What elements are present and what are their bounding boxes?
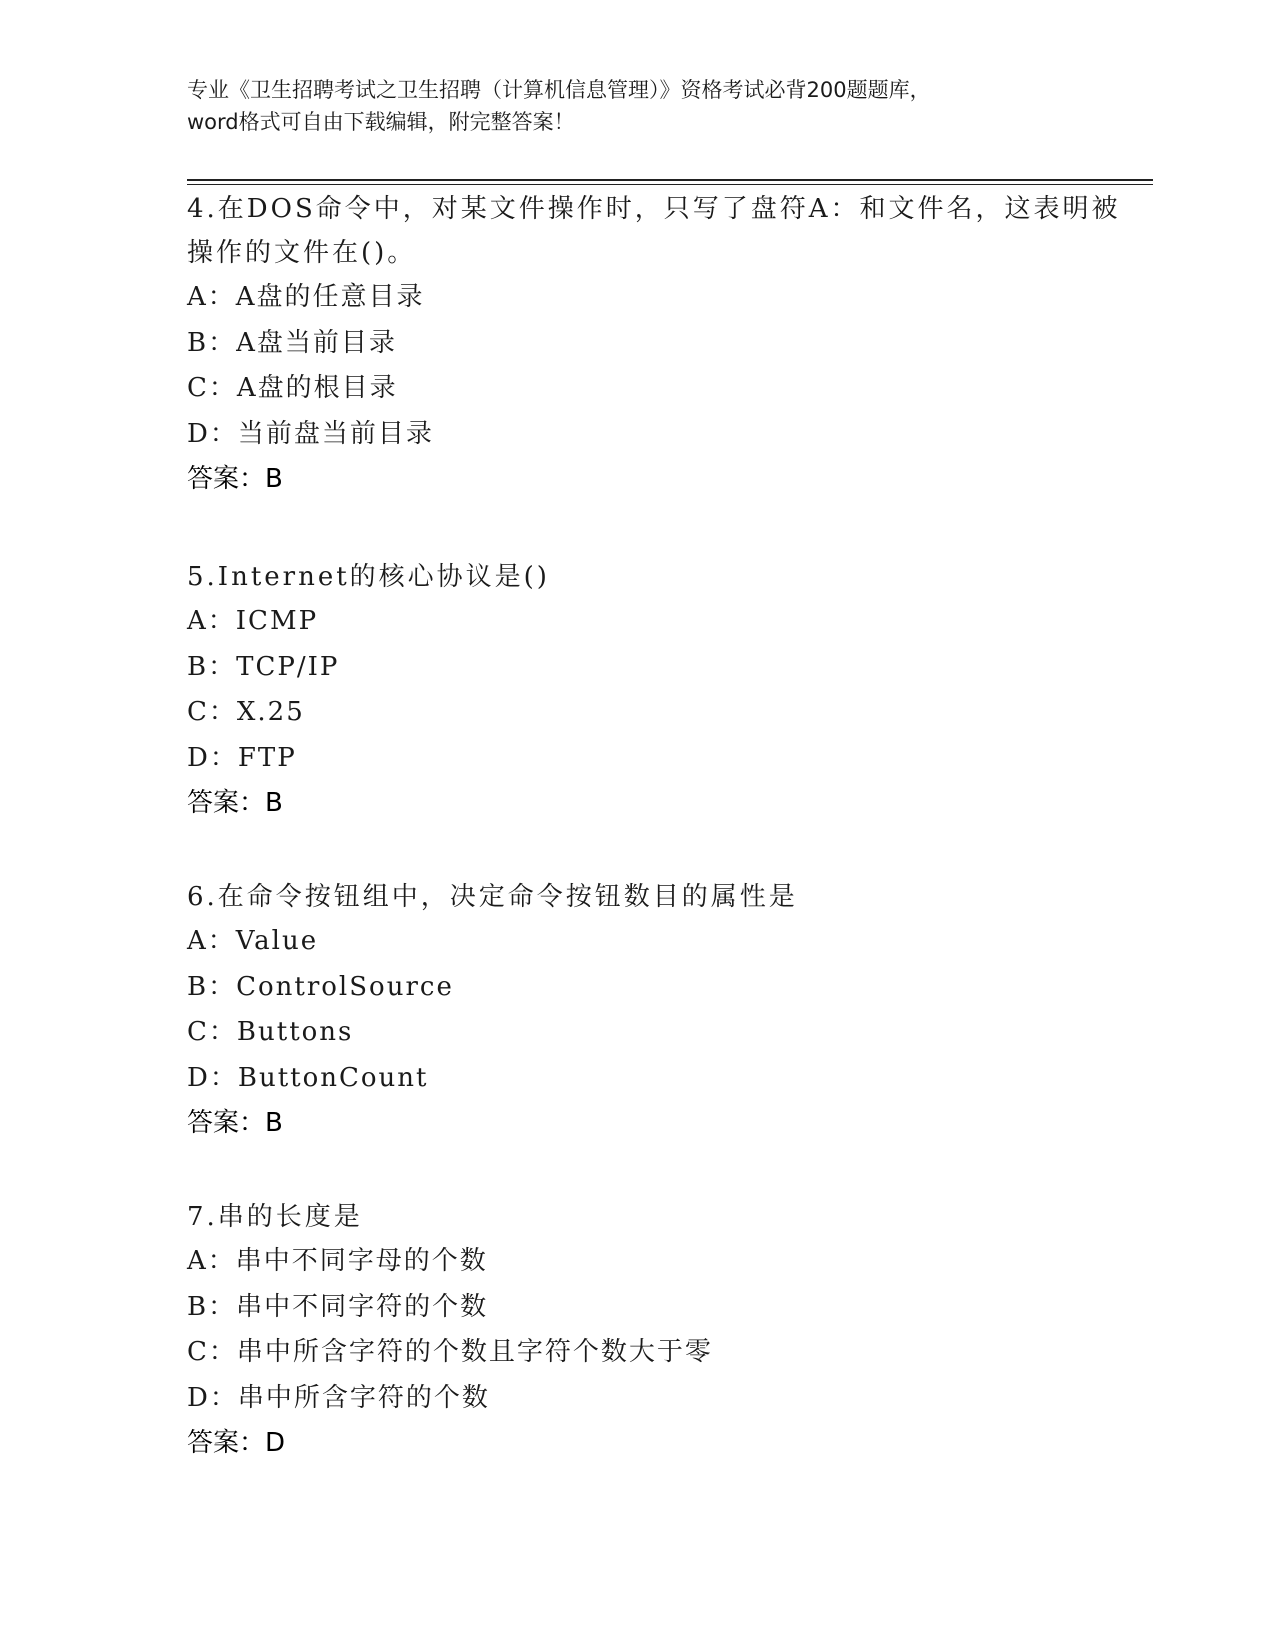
header-divider-thin — [187, 184, 1153, 185]
question-item — [187, 875, 1147, 1146]
option-d: D：FTP — [187, 742, 297, 773]
option-d: D：串中所含字符的个数 — [187, 1382, 490, 1413]
question-text: 4.在DOS命令中，对某文件操作时，只写了盘符A：和文件名，这表明被操作的文件在()。 — [187, 194, 1121, 268]
option-c: C：Buttons — [187, 1017, 354, 1047]
question-text: 7.串的长度是 — [187, 1202, 363, 1232]
header-divider-thick — [187, 179, 1153, 181]
option-a: A：串中不同字母的个数 — [187, 1246, 488, 1276]
answer: 答案：D — [187, 1428, 286, 1458]
option-b: B：串中不同字符的个数 — [187, 1291, 489, 1322]
question-item — [187, 555, 1147, 826]
answer: 答案：B — [187, 464, 283, 494]
question-item — [187, 187, 1147, 502]
option-b: B：TCP/IP — [187, 651, 340, 682]
option-a: A：Value — [187, 926, 319, 956]
option-d: D：当前盘当前目录 — [187, 418, 434, 449]
header-line-2: word格式可自由下载编辑，附完整答案！ — [187, 110, 575, 134]
option-b: B：A盘当前目录 — [187, 327, 397, 358]
answer: 答案：B — [187, 788, 283, 818]
option-c: C：X.25 — [187, 697, 305, 727]
option-c: C：串中所含字符的个数且字符个数大于零 — [187, 1337, 713, 1367]
question-text: 5.Internet的核心协议是() — [187, 562, 550, 592]
question-item — [187, 1195, 1147, 1466]
document-header — [187, 74, 1087, 138]
header-line-1: 专业《卫生招聘考试之卫生招聘（计算机信息管理）》资格考试必背200题题库， — [187, 78, 931, 102]
option-a: A：A盘的任意目录 — [187, 282, 425, 312]
question-text: 6.在命令按钮组中，决定命令按钮数目的属性是 — [187, 882, 798, 912]
option-a: A：ICMP — [187, 606, 319, 636]
option-c: C：A盘的根目录 — [187, 373, 398, 403]
answer: 答案：B — [187, 1108, 283, 1138]
option-d: D：ButtonCount — [187, 1062, 429, 1093]
option-b: B：ControlSource — [187, 971, 454, 1002]
